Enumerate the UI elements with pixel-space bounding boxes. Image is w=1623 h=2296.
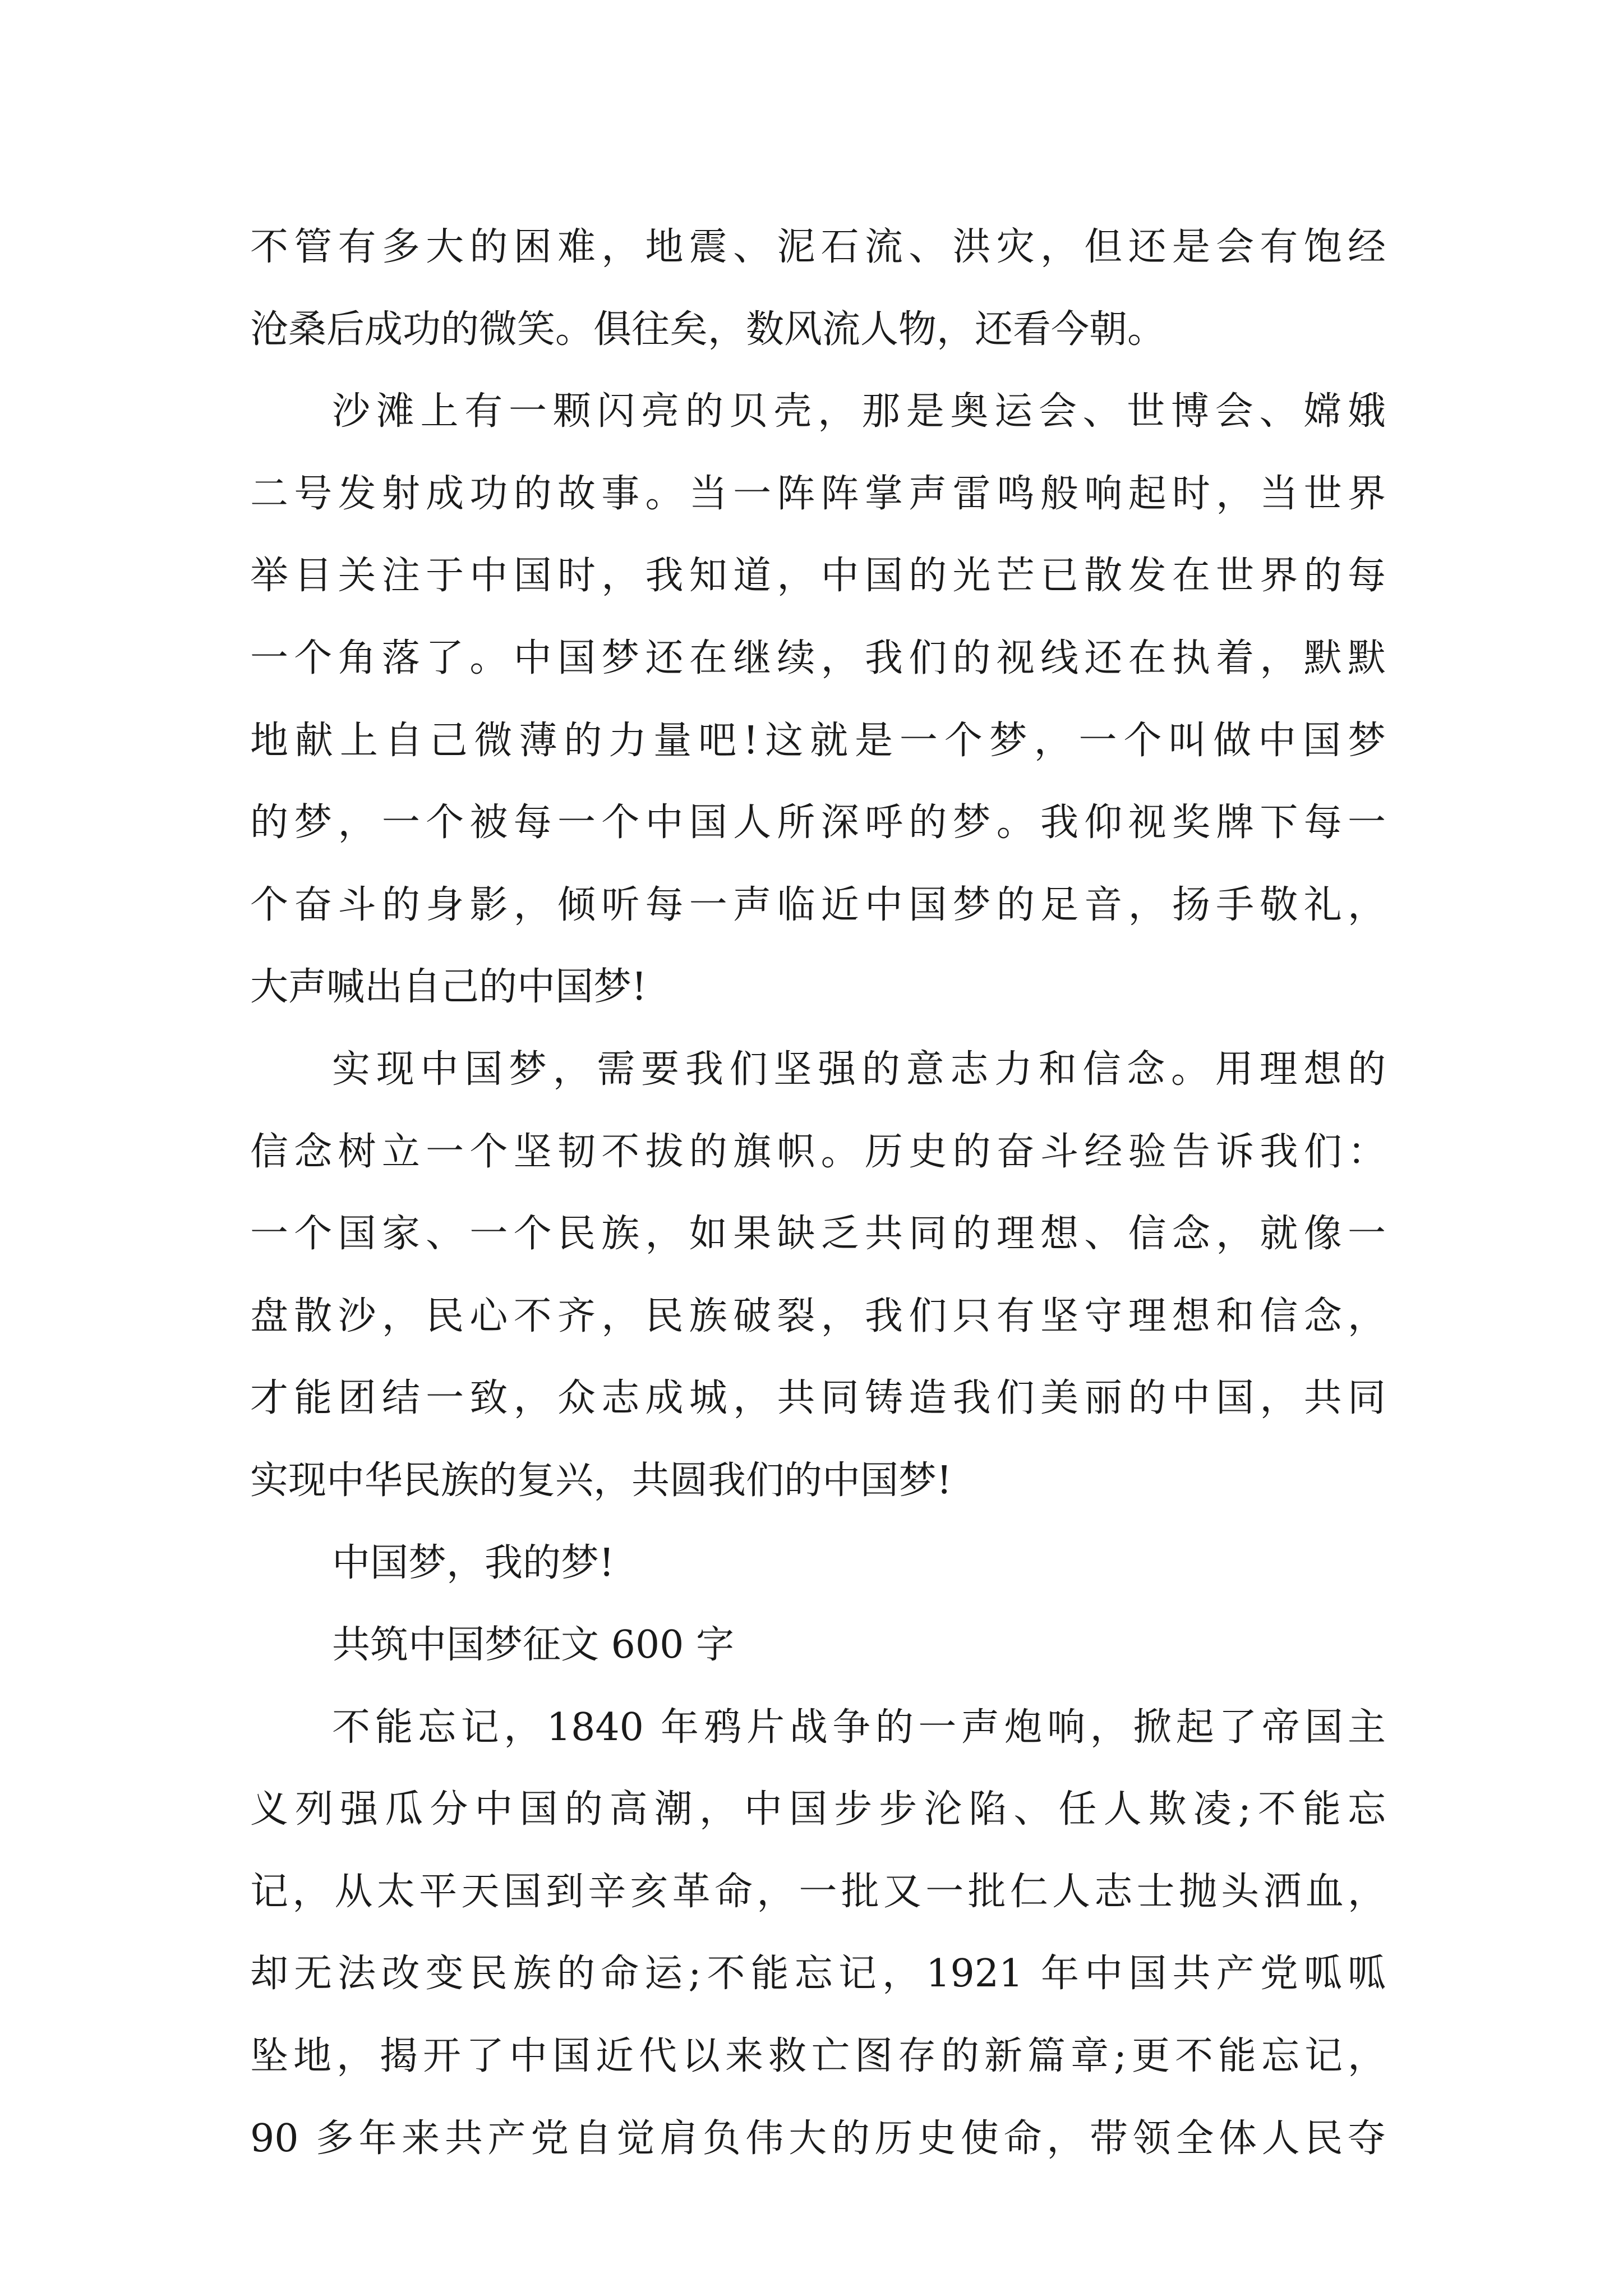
text-line: 一个角落了。中国梦还在继续，我们的视线还在执着，默默: [250, 636, 1386, 680]
text-line: 一个国家、一个民族，如果缺乏共同的理想、信念，就像一: [250, 1212, 1386, 1257]
text-column: [250, 206, 1386, 2180]
text-line: 大声喊出自己的中国梦!: [250, 965, 647, 1010]
text-line: 不能忘记，1840 年鸦片战争的一声炮响，掀起了帝国主: [332, 1705, 1386, 1750]
text-line: 中国梦，我的梦!: [332, 1540, 615, 1585]
text-line: 不管有多大的困难，地震、泥石流、洪灾，但还是会有饱经: [250, 225, 1386, 269]
text-line: 沙滩上有一颗闪亮的贝壳，那是奥运会、世博会、嫦娥: [332, 389, 1386, 434]
text-line: 信念树立一个坚韧不拔的旗帜。历史的奋斗经验告诉我们：: [250, 1129, 1386, 1174]
text-line: 沧桑后成功的微笑。俱往矣，数风流人物，还看今朝。: [250, 307, 1166, 352]
text-line: 实现中国梦，需要我们坚强的意志力和信念。用理想的: [332, 1047, 1386, 1092]
text-line: 盘散沙，民心不齐，民族破裂，我们只有坚守理想和信念，: [250, 1294, 1386, 1338]
text-line: 的梦，一个被每一个中国人所深呼的梦。我仰视奖牌下每一: [250, 800, 1386, 845]
text-line: 坠地，揭开了中国近代以来救亡图存的新篇章;更不能忘记，: [250, 2034, 1386, 2079]
text-line: 举目关注于中国时，我知道，中国的光芒已散发在世界的每: [250, 554, 1386, 599]
text-line: 90 多年来共产党自觉肩负伟大的历史使命，带领全体人民夺: [250, 2116, 1386, 2161]
text-line: 二号发射成功的故事。当一阵阵掌声雷鸣般响起时，当世界: [250, 471, 1386, 516]
text-line: 记，从太平天国到辛亥革命，一批又一批仁人志士抛头洒血，: [250, 1869, 1386, 1914]
section-heading: 共筑中国梦征文 600 字: [332, 1623, 735, 1668]
text-line: 却无法改变民族的命运;不能忘记，1921 年中国共产党呱呱: [250, 1952, 1386, 1996]
text-line: 地献上自己微薄的力量吧!这就是一个梦，一个叫做中国梦: [250, 718, 1386, 763]
text-line: 个奋斗的身影，倾听每一声临近中国梦的足音，扬手敬礼，: [250, 882, 1386, 927]
text-line: 才能团结一致，众志成城，共同铸造我们美丽的中国，共同: [250, 1376, 1386, 1421]
text-line: 义列强瓜分中国的高潮，中国步步沦陷、任人欺凌;不能忘: [250, 1787, 1386, 1832]
text-line: 实现中华民族的复兴，共圆我们的中国梦!: [250, 1458, 952, 1503]
